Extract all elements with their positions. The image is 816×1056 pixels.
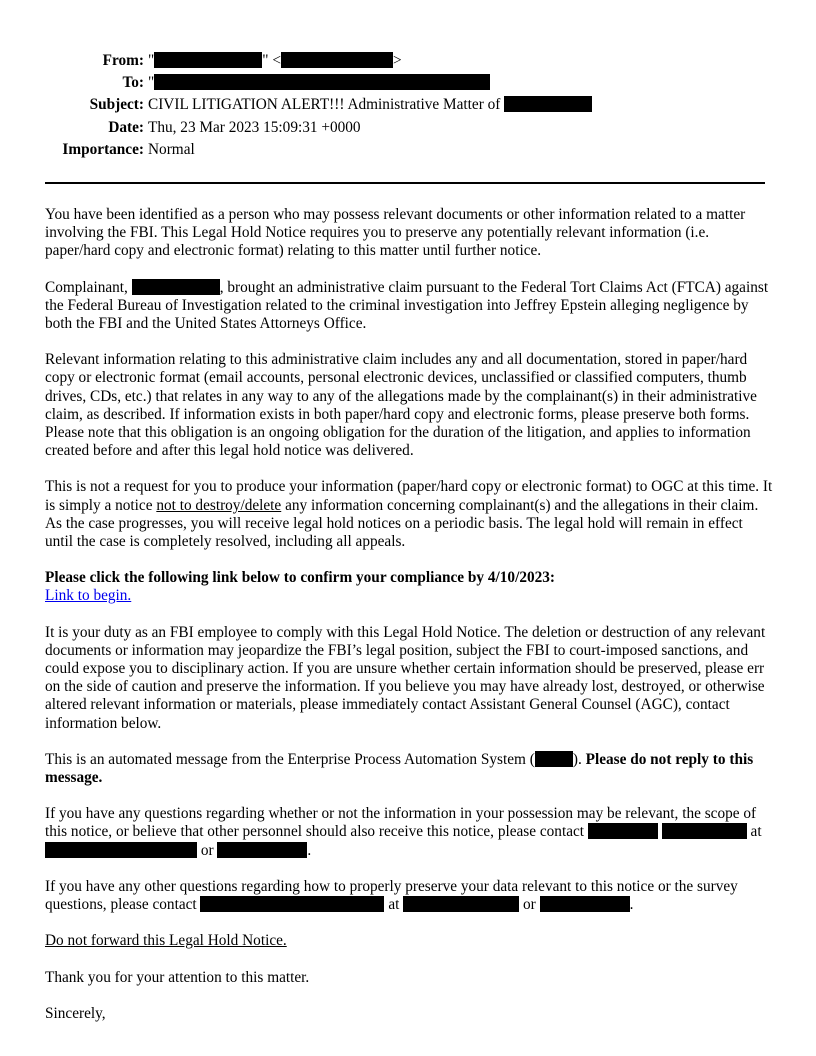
redaction-block <box>45 842 197 858</box>
period: . <box>629 896 634 914</box>
questions-text: If you have any questions regarding whether or not the information in your possession may be relevant, the scope of this notice, or believe that other personnel should also receive this notice, please contact <box>45 805 757 841</box>
questions-paragraph <box>45 805 773 860</box>
signoff: Sincerely, <box>45 1004 106 1022</box>
header-divider <box>45 182 765 184</box>
subject-text: CIVIL LITIGATION ALERT!!! Administrative Matter of <box>148 96 501 114</box>
email-header <box>0 52 816 163</box>
confirm-block <box>45 569 773 605</box>
importance-label: Importance: <box>62 140 144 158</box>
redaction-block <box>217 842 307 858</box>
other-questions-text: If you have any other questions regarding how to properly preserve your data relevant to this notice or the survey questions, please contact <box>45 877 738 914</box>
from-label: From: <box>102 52 144 69</box>
confirm-heading: Please click the following link below to confirm your compliance by 4/10/2023: <box>45 569 556 587</box>
period: . <box>307 841 312 859</box>
from-value: " " < > <box>148 52 402 69</box>
not-a-request-text-start: This is not a request for you to produce your information (paper/hard copy or electronic format) to OGC at this time. It is simply a notice <box>45 478 773 514</box>
redaction-block <box>535 751 573 767</box>
date-value: Thu, 23 Mar 2023 15:09:31 +0000 <box>148 118 361 136</box>
redaction-block <box>200 896 384 912</box>
redaction-block <box>154 52 262 68</box>
complainant-paragraph <box>45 279 773 334</box>
from-row <box>0 52 816 74</box>
redaction-block <box>132 279 220 295</box>
intro-paragraph: You have been identified as a person who may possess relevant documents or other information related to a matter involving the FBI. This Legal Hold Notice requires you to preserve any potentially relevant information (i.e. paper/hard copy and electronic format) relating to this matter until further notice. <box>45 206 746 260</box>
date-label: Date: <box>108 118 144 136</box>
redaction-block <box>403 896 519 912</box>
or-word: or <box>200 841 214 859</box>
complainant-text-rest: , brought an administrative claim pursuant to the Federal Tort Claims Act (FTCA) against the Federal Bureau of Investigation related to the criminal investigation into Jeffrey Epstein alleging negligence by both the FBI and the United States Attorneys Office. <box>45 278 769 333</box>
link-to-begin[interactable]: Link to begin. <box>45 587 132 605</box>
thanks-line: Thank you for your attention to this matter. <box>45 968 310 986</box>
date-row <box>0 119 816 141</box>
do-not-reply-notice: Please do not reply to this message. <box>45 750 754 787</box>
relevant-info-paragraph: Relevant information relating to this administrative claim includes any and all documentation, stored in paper/hard copy or electronic format (email accounts, personal electronic devices, unclassified or classified computers, thumb drives, CDs, etc.) that relates in any way to any of the allegations made by the complainant(s) in their administrative claim, as described. If information exists in both paper/hard copy and electronic forms, please preserve both forms. Please note that this obligation is an ongoing obligation for the duration of the litigation, and applies to information created before and after this legal hold notice was delivered. <box>45 351 757 460</box>
redaction-block <box>154 74 490 90</box>
to-row <box>0 74 816 96</box>
to-label: To: <box>122 74 144 92</box>
subject-row <box>0 96 816 118</box>
automated-text: This is an automated message from the Enterprise Process Automation System ( <box>45 750 535 768</box>
automated-message-paragraph <box>45 751 773 787</box>
email-body <box>45 206 773 1041</box>
at-word: at <box>750 823 762 841</box>
not-destroy-emphasis: not to destroy/delete <box>156 496 282 514</box>
to-value: " <box>148 74 490 92</box>
subject-label: Subject: <box>89 96 144 114</box>
complainant-text-start: Complainant, <box>45 278 128 296</box>
redaction-block <box>540 896 630 912</box>
not-a-request-text-end: any information concerning complainant(s) and the allegations in their claim. As the case progresses, you will receive legal hold notices on a periodic basis. The legal hold will remain in effect until the case is completely resolved, including all appeals. <box>45 496 759 551</box>
redaction-block <box>662 823 747 839</box>
not-a-request-paragraph <box>45 478 773 551</box>
importance-value: Normal <box>148 140 195 158</box>
importance-row <box>0 141 816 163</box>
redaction-block <box>281 52 393 68</box>
redaction-block <box>588 823 658 839</box>
at-word: at <box>388 896 400 914</box>
redaction-block <box>504 96 592 112</box>
or-word: or <box>523 896 536 914</box>
do-not-forward-notice: Do not forward this Legal Hold Notice. <box>45 932 287 950</box>
subject-value <box>148 96 592 114</box>
automated-text-close: ). <box>572 750 582 768</box>
other-questions-paragraph <box>45 878 773 914</box>
duty-paragraph: It is your duty as an FBI employee to comply with this Legal Hold Notice. The deletion or destruction of any relevant documents or information may jeopardize the FBI’s legal position, subject the FBI to court-imposed sanctions, and could expose you to disciplinary action. If you are unsure whether certain information should be preserved, please err on the side of caution and preserve the information. If you believe you may have already lost, destroyed, or otherwise altered relevant information or materials, please immediately contact Assistant General Counsel (AGC), contact information below. <box>45 623 766 732</box>
